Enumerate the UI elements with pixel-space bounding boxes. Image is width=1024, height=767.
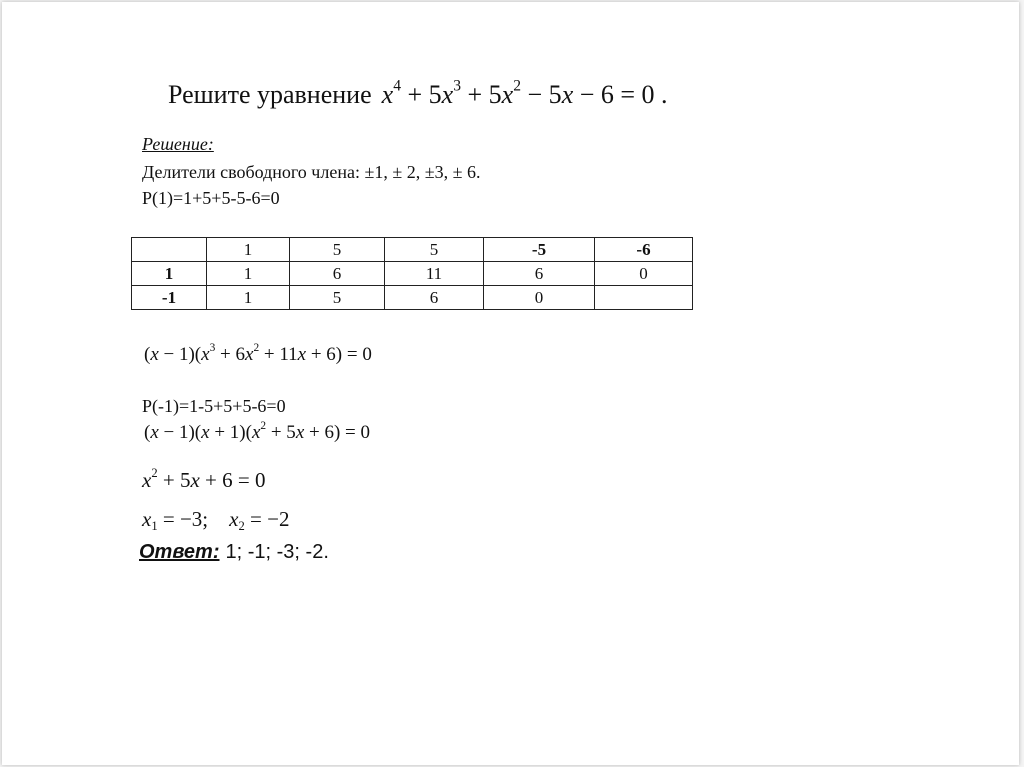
table-cell: 6: [290, 262, 385, 286]
pm1-line: Р(-1)=1-5+5+5-6=0: [142, 396, 286, 416]
table-row: [132, 262, 693, 286]
page-title: [168, 77, 668, 110]
slide: [2, 2, 1019, 765]
table-cell: 0: [595, 262, 693, 286]
p1-line: Р(1)=1+5+5-5-6=0: [142, 188, 280, 208]
divisors-line: Делители свободного члена: ±1, ± 2, ±3, ± 6.: [142, 162, 481, 182]
title-equation: $x^4 + 5x^3 + 5x^2 - 5x - 6 = 0$ .: [381, 77, 668, 109]
answer-line: [139, 541, 329, 564]
factorization-1: $(x - 1)(x^3 + 6x^2 + 11x + 6) = 0$: [144, 341, 372, 365]
answer-label: Ответ:: [139, 541, 220, 563]
table-cell: [132, 238, 207, 262]
table-cell: 11: [385, 262, 484, 286]
table-cell: 5: [385, 238, 484, 262]
table-cell: -6: [595, 238, 693, 262]
solution-heading: Решение:: [142, 134, 214, 154]
horner-table: [131, 237, 693, 310]
table-cell: 1: [207, 262, 290, 286]
table-cell: 5: [290, 238, 385, 262]
table-cell: 6: [385, 286, 484, 310]
table-cell: 1: [132, 262, 207, 286]
table-cell: 1: [207, 238, 290, 262]
answer-value: 1; -1; -3; -2.: [225, 541, 329, 563]
table-cell: -1: [132, 286, 207, 310]
quadratic-equation: $x^2 + 5x + 6 = 0$: [142, 465, 266, 492]
title-text: Решите уравнение: [168, 80, 372, 109]
table-row: [132, 286, 693, 310]
table-cell: -5: [484, 238, 595, 262]
factorization-2: $(x - 1)(x + 1)(x^2 + 5x + 6) = 0$: [144, 419, 371, 443]
table-cell: 1: [207, 286, 290, 310]
table-cell: 6: [484, 262, 595, 286]
table-row: [132, 238, 693, 262]
table-cell: [595, 286, 693, 310]
table-cell: 0: [484, 286, 595, 310]
table-cell: 5: [290, 286, 385, 310]
roots-line: $x_1 = -3$; $x_2 = -2$: [142, 507, 290, 533]
